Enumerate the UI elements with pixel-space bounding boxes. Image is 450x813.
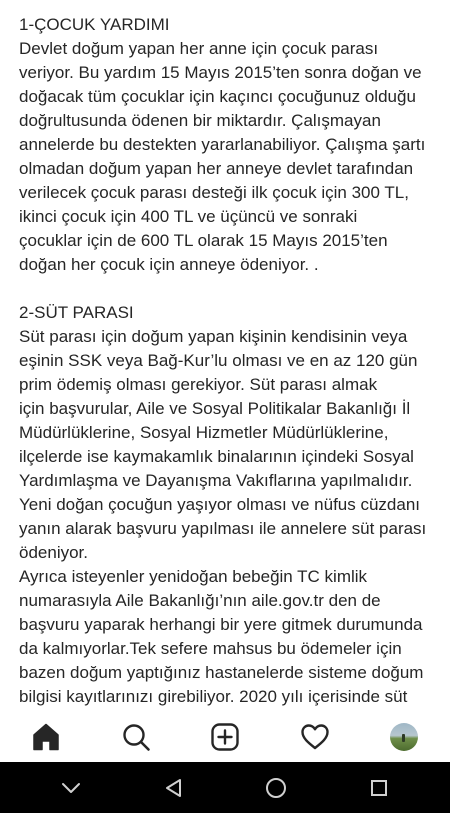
section-title-sut-parasi: 2-SÜT PARASI	[19, 303, 134, 322]
section-body-sut-parasi-text: Süt parası için doğum yapan kişinin kendisinin veya eşinin SSK veya Bağ-Kur’lu olması ve en az 120 gün prim ödemiş olması gerekiyor. Süt parası almak için başvurular, Aile ve Sosyal Politikalar Bakanlığı İl Müdürlüklerine, Sosyal Hizmetler Müdürlüklerine, ilçelerde ise kaymakamlık binalarının içindeki Sosyal Yardımlaşma ve Dayanışma Vakıflarına yapılmalıdır. Yeni doğan çocuğun yaşıyor olması ve nüfus cüzdanı yanın alarak başvuru yapılması ile annelere süt parası ödeniyor. Ayrıca isteyenler yenidoğan bebeğin TC kimlik numarasıyla Aile Bakanlığı’nın aile.gov.tr den de başvuru yaparak herhangi bir yere gitmek durumunda da kalmıyorlar.Tek sefere mahsus bu ödemeler için bazen doğum yaptığınız hastanelerde sisteme doğum bilgisi kayıtlarınızı girebiliyor. 2020 yılı içerisinde süt	[19, 327, 427, 706]
home-circle-icon	[264, 776, 288, 800]
section-body-sut-parasi	[19, 325, 440, 733]
paragraph-spacer	[19, 277, 440, 301]
nav-hide-keyboard[interactable]	[51, 768, 91, 808]
section-body-cocuk-yardimi: Devlet doğum yapan her anne için çocuk parası veriyor. Bu yardım 15 Mayıs 2015’ten sonra doğan ve doğacak tüm çocuklar için kaçıncı çocuğunuz olduğu doğrultusunda ödenen bir miktardır. Çalışmayan annelerde bu destekten yararlanabiliyor. Çalışma şartı olmadan doğum yapan her anneye devlet tarafından verilecek çocuk parası desteği ilk çocuk için 300 TL, ikinci çocuk için 400 TL ve üçüncü ve sonraki çocuklar için de 600 TL olarak 15 Mayıs 2015’ten doğan her çocuk için anneye ödeniyor. .	[19, 39, 426, 274]
back-icon	[163, 777, 185, 799]
recents-icon	[368, 777, 390, 799]
heart-icon	[300, 722, 330, 752]
search-icon	[121, 722, 151, 752]
tab-new-post[interactable]	[207, 719, 243, 755]
profile-avatar	[390, 723, 418, 751]
chevron-down-icon	[60, 781, 82, 795]
nav-recents[interactable]	[359, 768, 399, 808]
tab-home[interactable]	[28, 719, 64, 755]
bottom-tab-bar	[0, 712, 450, 762]
tab-profile[interactable]	[386, 719, 422, 755]
section-title-cocuk-yardimi: 1-ÇOCUK YARDIMI	[19, 15, 170, 34]
nav-home[interactable]	[256, 768, 296, 808]
add-post-icon	[210, 722, 240, 752]
nav-back[interactable]	[154, 768, 194, 808]
tab-search[interactable]	[118, 719, 154, 755]
system-navigation-bar	[0, 762, 450, 813]
tab-activity[interactable]	[297, 719, 333, 755]
home-icon	[31, 722, 61, 752]
